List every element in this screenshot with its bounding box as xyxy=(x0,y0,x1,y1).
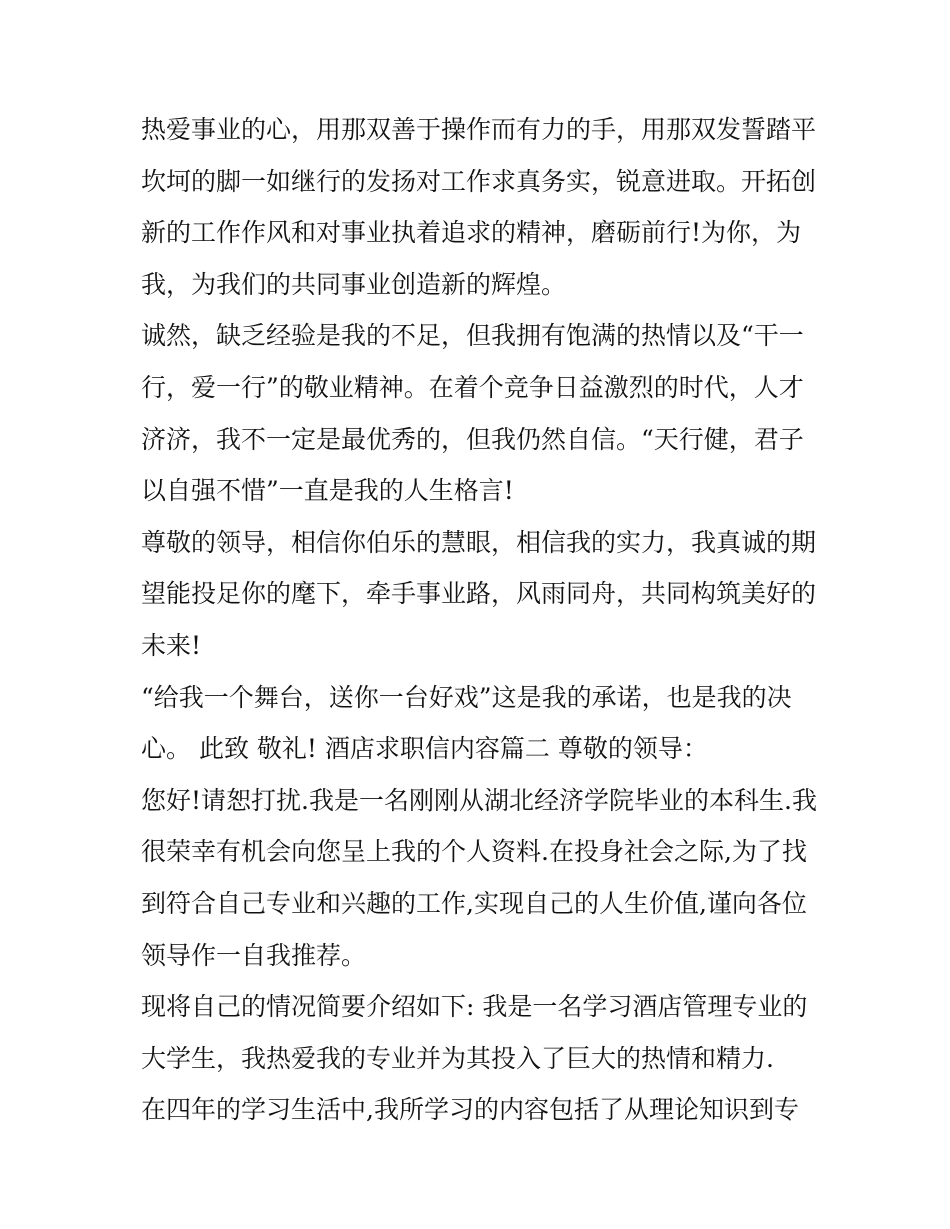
text-line: 诚然，缺乏经验是我的不足，但我拥有饱满的热情以及“干一 xyxy=(141,321,804,351)
text-line: 领导作一自我推荐。 xyxy=(141,940,367,970)
text-line: 以自强不惜”一直是我的人生格言! xyxy=(141,476,514,506)
text-line: 济济，我不一定是最优秀的，但我仍然自信。“天行健，君子 xyxy=(141,424,804,454)
body-text xyxy=(141,104,821,1136)
text-line: 到符合自己专业和兴趣的工作,实现自己的人生价值,谨向各位 xyxy=(141,888,807,918)
text-line: 您好!请恕打扰.我是一名刚刚从湖北经济学院毕业的本科生.我 xyxy=(141,785,817,815)
text-line: 心。 此致 敬礼! 酒店求职信内容篇二 尊敬的领导： xyxy=(141,734,708,764)
text-line: 望能投足你的麾下，牵手事业路，风雨同舟，共同构筑美好的 xyxy=(141,579,817,609)
text-line: 我，为我们的共同事业创造新的辉煌。 xyxy=(141,269,567,299)
text-line: 未来! xyxy=(141,630,202,660)
text-line: “给我一个舞台，送你一台好戏”这是我的承诺，也是我的决 xyxy=(141,682,792,712)
text-line: 在四年的学习生活中,我所学习的内容包括了从理论知识到专 xyxy=(141,1095,799,1125)
text-line: 坎坷的脚一如继行的发扬对工作求真务实，锐意进取。开拓创 xyxy=(141,166,817,196)
text-line: 行，爱一行”的敬业精神。在着个竞争日益激烈的时代，人才 xyxy=(141,372,804,402)
text-line: 尊敬的领导，相信你伯乐的慧眼，相信我的实力，我真诚的期 xyxy=(141,527,817,557)
text-line: 很荣幸有机会向您呈上我的个人资料.在投身社会之际,为了找 xyxy=(141,837,807,867)
text-line: 大学生，我热爱我的专业并为其投入了巨大的热情和精力. xyxy=(141,1043,774,1073)
text-line: 新的工作作风和对事业执着追求的精神，磨砺前行!为你，为 xyxy=(141,218,802,248)
text-line: 热爱事业的心，用那双善于操作而有力的手，用那双发誓踏平 xyxy=(141,115,817,144)
text-line: 现将自己的情况简要介绍如下: 我是一名学习酒店管理专业的 xyxy=(141,992,808,1022)
